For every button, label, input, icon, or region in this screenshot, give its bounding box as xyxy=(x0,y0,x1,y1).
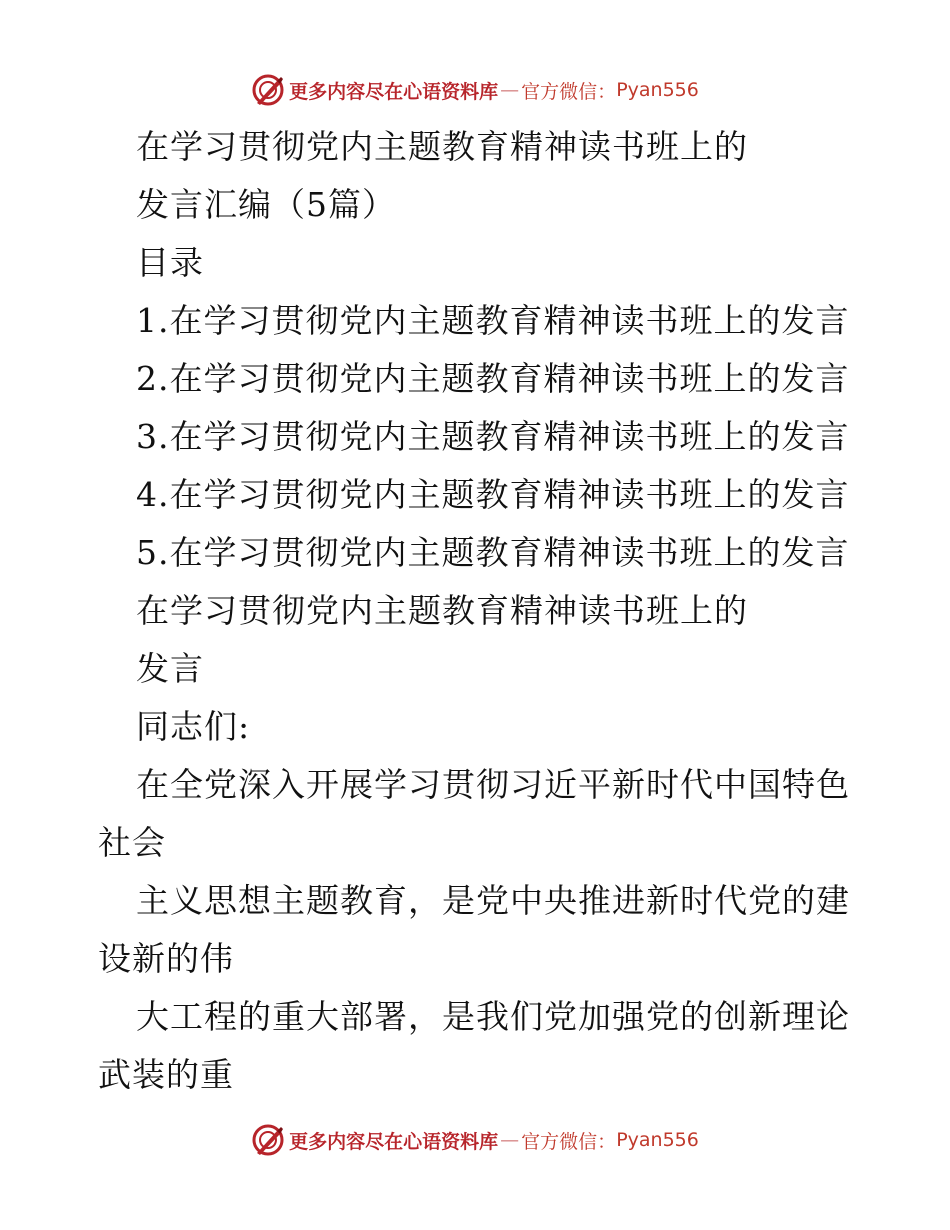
body-paragraph-line: 主义思想主题教育，是党中央推进新时代党的建 xyxy=(136,881,850,920)
banner-text: 更多内容尽在心语资料库 xyxy=(289,80,499,103)
body-paragraph-line: 社会 xyxy=(98,823,166,862)
pen-circle-logo-icon xyxy=(251,73,285,107)
banner-wechat-label: 官方微信： xyxy=(521,1130,617,1153)
toc-item: 4.在学习贯彻党内主题教育精神读书班上的发言 xyxy=(136,475,850,514)
pen-circle-logo-icon xyxy=(251,1123,285,1157)
body-paragraph-line: 设新的伟 xyxy=(98,939,234,978)
banner-wechat-label: 官方微信： xyxy=(521,80,617,103)
body-paragraph-line: 在全党深入开展学习贯彻习近平新时代中国特色 xyxy=(136,765,850,804)
banner-dash: — xyxy=(500,1129,520,1151)
toc-item: 5.在学习贯彻党内主题教育精神读书班上的发言 xyxy=(136,533,850,572)
toc-item: 2.在学习贯彻党内主题教育精神读书班上的发言 xyxy=(136,359,850,398)
footer-watermark-banner xyxy=(0,1120,950,1160)
document-body xyxy=(98,118,858,1104)
body-paragraph-line: 大工程的重大部署，是我们党加强党的创新理论 xyxy=(136,997,850,1036)
banner-wechat-id: Pyan556 xyxy=(616,1129,699,1151)
body-paragraph-line: 武装的重 xyxy=(98,1055,234,1094)
toc-heading: 目录 xyxy=(136,243,204,282)
header-watermark-banner xyxy=(0,70,950,110)
section-title-line-1: 在学习贯彻党内主题教育精神读书班上的 xyxy=(136,591,748,630)
banner-wechat-id: Pyan556 xyxy=(616,79,699,101)
salutation: 同志们: xyxy=(136,707,251,746)
document-title-line-2: 发言汇编（5篇） xyxy=(136,185,396,224)
document-title-line-1: 在学习贯彻党内主题教育精神读书班上的 xyxy=(136,127,748,166)
section-title-line-2: 发言 xyxy=(136,649,204,688)
banner-text: 更多内容尽在心语资料库 xyxy=(289,1130,499,1153)
banner-dash: — xyxy=(500,79,520,101)
toc-item: 3.在学习贯彻党内主题教育精神读书班上的发言 xyxy=(136,417,850,456)
toc-item: 1.在学习贯彻党内主题教育精神读书班上的发言 xyxy=(136,301,850,340)
